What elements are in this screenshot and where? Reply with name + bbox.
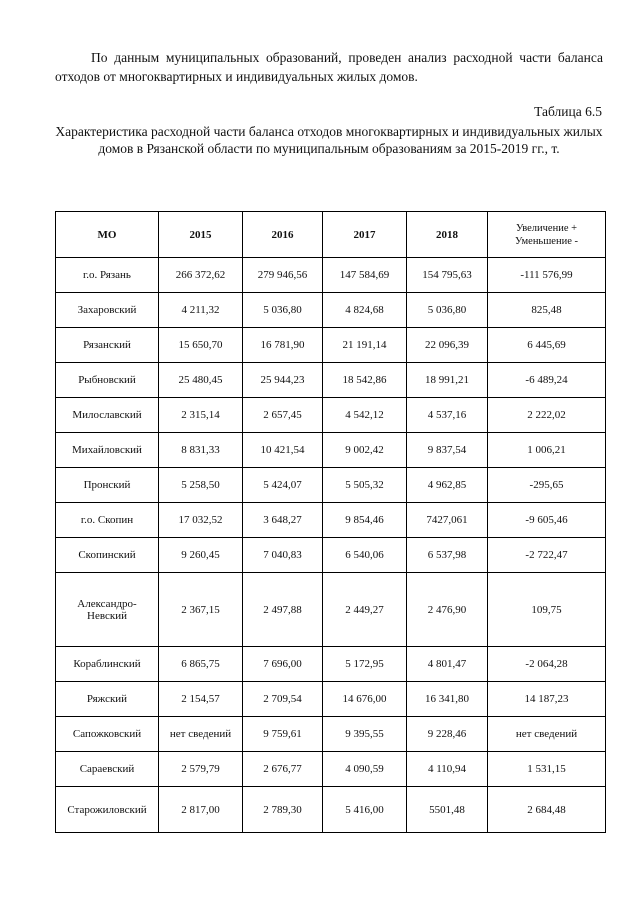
cell-2018: 5 036,80 bbox=[407, 293, 488, 328]
cell-2015: 4 211,32 bbox=[159, 293, 243, 328]
cell-2018: 18 991,21 bbox=[407, 363, 488, 398]
table-row bbox=[56, 752, 606, 787]
table-row bbox=[56, 398, 606, 433]
table-row bbox=[56, 468, 606, 503]
cell-2016: 9 759,61 bbox=[243, 717, 323, 752]
cell-mo: Сараевский bbox=[56, 752, 159, 787]
cell-2016: 25 944,23 bbox=[243, 363, 323, 398]
header-2017: 2017 bbox=[323, 212, 407, 258]
cell-mo: Рыбновский bbox=[56, 363, 159, 398]
cell-2017: 9 854,46 bbox=[323, 503, 407, 538]
cell-mo: Скопинский bbox=[56, 538, 159, 573]
cell-change: нет сведений bbox=[488, 717, 606, 752]
cell-2017: 4 090,59 bbox=[323, 752, 407, 787]
table-row bbox=[56, 363, 606, 398]
cell-2016: 2 657,45 bbox=[243, 398, 323, 433]
cell-2015: 2 817,00 bbox=[159, 787, 243, 833]
header-2016: 2016 bbox=[243, 212, 323, 258]
cell-2017: 9 002,42 bbox=[323, 433, 407, 468]
cell-mo: Александро-Невский bbox=[56, 573, 159, 647]
cell-2015: 8 831,33 bbox=[159, 433, 243, 468]
cell-2018: 4 537,16 bbox=[407, 398, 488, 433]
cell-2018: 9 837,54 bbox=[407, 433, 488, 468]
cell-2015: 2 154,57 bbox=[159, 682, 243, 717]
cell-2016: 2 497,88 bbox=[243, 573, 323, 647]
cell-2015: 266 372,62 bbox=[159, 258, 243, 293]
header-2015: 2015 bbox=[159, 212, 243, 258]
cell-2017: 147 584,69 bbox=[323, 258, 407, 293]
cell-2018: 16 341,80 bbox=[407, 682, 488, 717]
cell-2017: 9 395,55 bbox=[323, 717, 407, 752]
cell-2016: 3 648,27 bbox=[243, 503, 323, 538]
cell-change: -2 064,28 bbox=[488, 647, 606, 682]
cell-2015: 2 315,14 bbox=[159, 398, 243, 433]
table-row bbox=[56, 258, 606, 293]
table-row bbox=[56, 647, 606, 682]
cell-2018: 2 476,90 bbox=[407, 573, 488, 647]
cell-2018: 4 962,85 bbox=[407, 468, 488, 503]
table-header-row bbox=[56, 212, 606, 258]
cell-2018: 4 110,94 bbox=[407, 752, 488, 787]
cell-mo: Михайловский bbox=[56, 433, 159, 468]
cell-2017: 6 540,06 bbox=[323, 538, 407, 573]
cell-2018: 22 096,39 bbox=[407, 328, 488, 363]
cell-2017: 2 449,27 bbox=[323, 573, 407, 647]
cell-2017: 5 172,95 bbox=[323, 647, 407, 682]
cell-mo: Старожиловский bbox=[56, 787, 159, 833]
cell-change: -9 605,46 bbox=[488, 503, 606, 538]
cell-2015: 2 579,79 bbox=[159, 752, 243, 787]
cell-2017: 18 542,86 bbox=[323, 363, 407, 398]
cell-change: 6 445,69 bbox=[488, 328, 606, 363]
cell-2016: 5 424,07 bbox=[243, 468, 323, 503]
cell-2015: нет сведений bbox=[159, 717, 243, 752]
cell-2018: 9 228,46 bbox=[407, 717, 488, 752]
cell-2016: 16 781,90 bbox=[243, 328, 323, 363]
table-row bbox=[56, 328, 606, 363]
cell-2017: 21 191,14 bbox=[323, 328, 407, 363]
cell-mo: Ряжский bbox=[56, 682, 159, 717]
header-change: Увеличение + Уменьшение - bbox=[488, 212, 606, 258]
cell-mo: Милославский bbox=[56, 398, 159, 433]
cell-2015: 2 367,15 bbox=[159, 573, 243, 647]
cell-mo: Рязанский bbox=[56, 328, 159, 363]
header-mo: МО bbox=[56, 212, 159, 258]
cell-change: 1 006,21 bbox=[488, 433, 606, 468]
cell-change: 2 684,48 bbox=[488, 787, 606, 833]
cell-2016: 7 696,00 bbox=[243, 647, 323, 682]
cell-2017: 5 505,32 bbox=[323, 468, 407, 503]
cell-mo: Сапожковский bbox=[56, 717, 159, 752]
cell-2018: 7427,061 bbox=[407, 503, 488, 538]
cell-2016: 7 040,83 bbox=[243, 538, 323, 573]
cell-change: 2 222,02 bbox=[488, 398, 606, 433]
cell-change: 109,75 bbox=[488, 573, 606, 647]
cell-2018: 5501,48 bbox=[407, 787, 488, 833]
cell-change: -6 489,24 bbox=[488, 363, 606, 398]
cell-2015: 9 260,45 bbox=[159, 538, 243, 573]
cell-2017: 4 824,68 bbox=[323, 293, 407, 328]
cell-2015: 25 480,45 bbox=[159, 363, 243, 398]
cell-2016: 10 421,54 bbox=[243, 433, 323, 468]
cell-2016: 279 946,56 bbox=[243, 258, 323, 293]
cell-2015: 5 258,50 bbox=[159, 468, 243, 503]
table-row bbox=[56, 433, 606, 468]
table-row bbox=[56, 293, 606, 328]
table-number: Таблица 6.5 bbox=[534, 104, 602, 119]
waste-balance-table bbox=[55, 211, 606, 833]
cell-mo: г.о. Скопин bbox=[56, 503, 159, 538]
cell-change: -295,65 bbox=[488, 468, 606, 503]
cell-change: 14 187,23 bbox=[488, 682, 606, 717]
cell-2018: 4 801,47 bbox=[407, 647, 488, 682]
cell-mo: Захаровский bbox=[56, 293, 159, 328]
cell-2017: 4 542,12 bbox=[323, 398, 407, 433]
intro-paragraph: По данным муниципальных образований, проведен анализ расходной части баланса отходов от многоквартирных и индивидуальных жилых домов. bbox=[55, 50, 603, 84]
cell-change: -2 722,47 bbox=[488, 538, 606, 573]
cell-2016: 2 709,54 bbox=[243, 682, 323, 717]
table-row bbox=[56, 573, 606, 647]
header-2018: 2018 bbox=[407, 212, 488, 258]
cell-change: 825,48 bbox=[488, 293, 606, 328]
cell-2016: 2 676,77 bbox=[243, 752, 323, 787]
cell-mo: Кораблинский bbox=[56, 647, 159, 682]
cell-mo: г.о. Рязань bbox=[56, 258, 159, 293]
table-row bbox=[56, 503, 606, 538]
cell-change: 1 531,15 bbox=[488, 752, 606, 787]
table-row bbox=[56, 787, 606, 833]
cell-2015: 15 650,70 bbox=[159, 328, 243, 363]
table-row bbox=[56, 538, 606, 573]
cell-2016: 2 789,30 bbox=[243, 787, 323, 833]
table-caption: Характеристика расходной части баланса отходов многоквартирных и индивидуальных жилых домов в Рязанской области по муниципальным образованиям за 2015-2019 гг., т. bbox=[55, 124, 603, 156]
cell-2016: 5 036,80 bbox=[243, 293, 323, 328]
table-row bbox=[56, 682, 606, 717]
cell-2015: 6 865,75 bbox=[159, 647, 243, 682]
table-row bbox=[56, 717, 606, 752]
cell-2017: 14 676,00 bbox=[323, 682, 407, 717]
cell-change: -111 576,99 bbox=[488, 258, 606, 293]
cell-mo: Пронский bbox=[56, 468, 159, 503]
cell-2015: 17 032,52 bbox=[159, 503, 243, 538]
cell-2017: 5 416,00 bbox=[323, 787, 407, 833]
cell-2018: 154 795,63 bbox=[407, 258, 488, 293]
cell-2018: 6 537,98 bbox=[407, 538, 488, 573]
